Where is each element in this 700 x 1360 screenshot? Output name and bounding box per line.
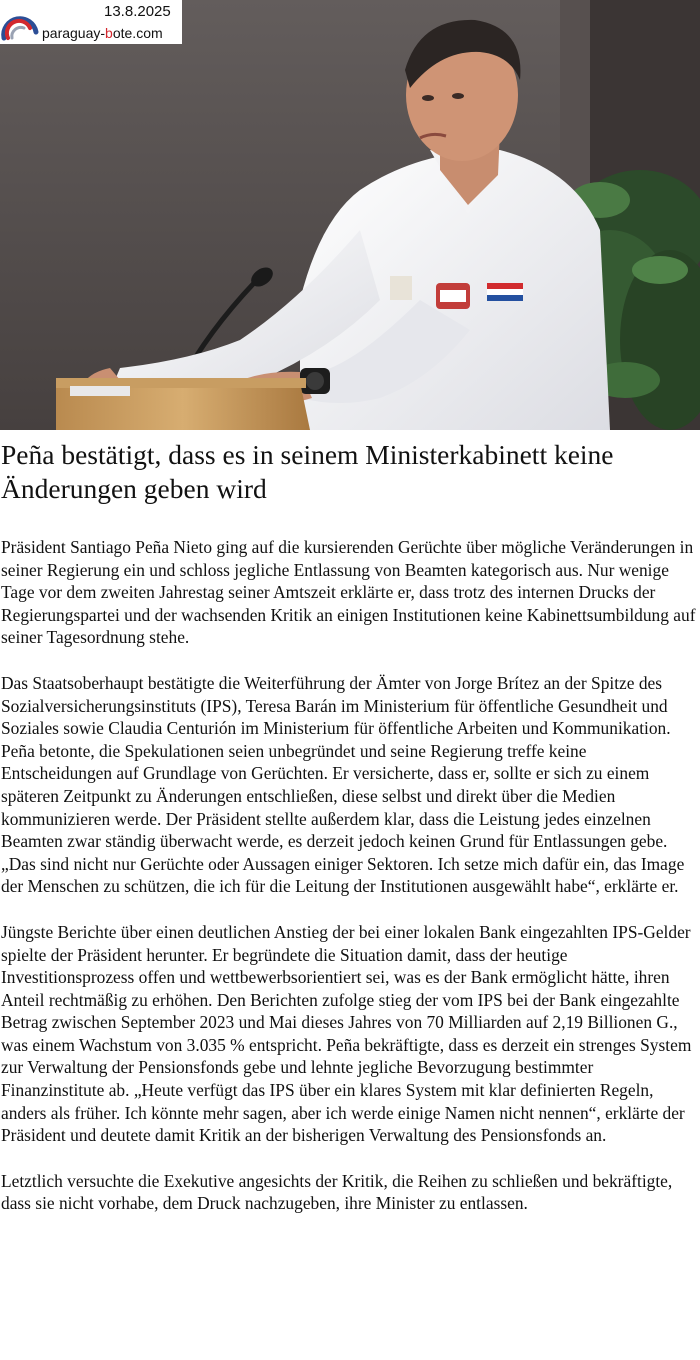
article-photo: [0, 0, 700, 430]
article-body: [1, 536, 698, 1238]
site-name-suffix: ote.com: [112, 25, 163, 41]
president-photo-illustration: [0, 0, 700, 430]
article-paragraph: Jüngste Berichte über einen deutlichen Anstieg der bei einer lokalen Bank eingezahlten IPS-Gelder spielte der Präsident herunter. Er begründete die Situation damit, dass der heutige Investitionsprozess offen und wettbewerbsorientiert sei, was es der Bank ermöglicht hätte, ihren Anteil rechtmäßig zu erhöhen. Den Berichten zufolge stieg der vom IPS bei der Bank eingezahlte Betrag zwischen September 2023 und Mai dieses Jahres von 70 Milliarden auf 2,19 Billionen G., was einem Wachstum von 3.035 % entspricht. Peña bekräftigte, dass es derzeit ein strenges System zur Verwaltung der Pensionsfonds gebe und lehnte jegliche Bevorzugung bestimmter Finanzinstitute ab. „Heute verfügt das IPS über ein klares System mit klar definierten Regeln, anders als früher. Ich könnte mehr sagen, aber ich werde einige Namen nicht nennen“, erklärte der Präsident und deutete damit Kritik an der bisherigen Verwaltung des Pensionsfonds an.: [1, 921, 692, 1146]
article-headline: Peña bestätigt, dass es in seinem Ministerkabinett keine Änderungen geben wird: [1, 439, 614, 504]
article-paragraph: Präsident Santiago Peña Nieto ging auf die kursierenden Gerüchte über mögliche Veränderungen in seiner Regierung ein und schloss jegliche Entlassung von Beamten kategorisch aus. Nur wenige Tage vor dem zweiten Jahrestag seiner Amtszeit erklärte er, dass trotz des internen Drucks der Regierungspartei und der wachsenden Kritik an einigen Institutionen keine Kabinettsumbildung auf seiner Tagesordnung stehe.: [1, 537, 696, 648]
logo-arc-icon: [0, 2, 40, 42]
site-name-prefix: paraguay-: [42, 25, 106, 41]
shirt-flag-patch: [487, 283, 523, 301]
site-logo-box: [0, 0, 182, 44]
site-name-highlight: b: [105, 25, 113, 41]
article-paragraph: Das Staatsoberhaupt bestätigte die Weiterführung der Ämter von Jorge Brítez an der Spitze des Sozialversicherungsinstituts (IPS), Teresa Barán im Ministerium für öffentliche Gesundheit und Soziales sowie Claudia Centurión im Ministerium für öffentliche Arbeiten und Kommunikation. Peña betonte, die Spekulationen seien unbegründet und seine Regierung treffe keine Entscheidungen auf Grundlage von Gerüchten. Er versicherte, dass er, sollte er sich zu einem späteren Zeitpunkt zu Änderungen entschließen, diese selbst und direkt über die Medien kommunizieren werde. Der Präsident stellte außerdem klar, dass die Leistung jedes einzelnen Beamten zwar ständig überwacht werde, es derzeit jedoch keinen Grund für Entlassungen gebe. „Das sind nicht nur Gerüchte oder Aussagen einiger Sektoren. Ich setze mich dafür ein, das Image der Menschen zu schützen, die ich für die Leitung der Institutionen ausgewählt habe“, erklärte er.: [1, 672, 685, 897]
publish-date: 13.8.2025: [104, 3, 171, 20]
site-name[interactable]: [42, 25, 163, 41]
article-paragraph: Letztlich versuchte die Exekutive angesichts der Kritik, die Reihen zu schließen und bekräftigte, dass sie nicht vorhabe, dem Druck nachzugeben, ihre Minister zu entlassen.: [1, 1170, 673, 1214]
